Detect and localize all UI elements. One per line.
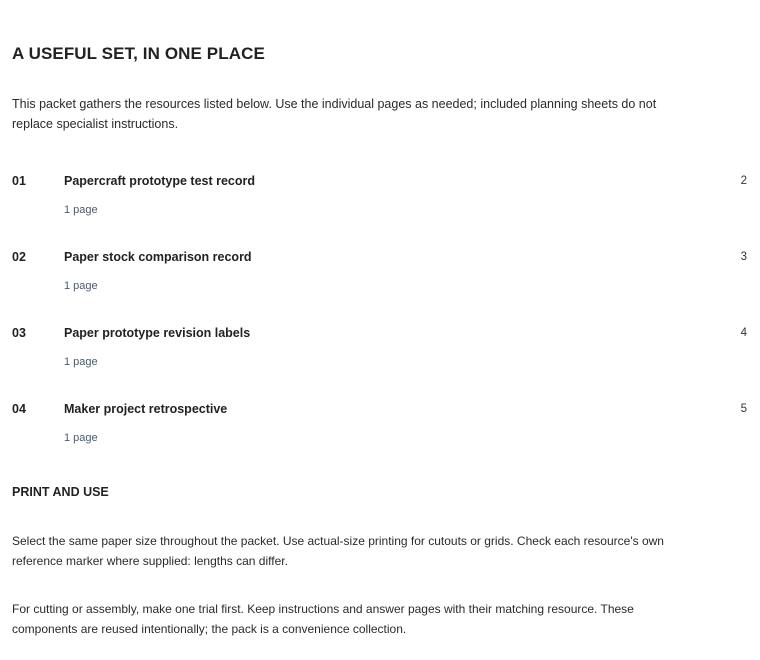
contents-item (12, 249, 748, 299)
item-page-number: 4 (740, 327, 747, 339)
item-title: Paper prototype revision labels (64, 326, 251, 340)
item-number: 01 (12, 174, 26, 188)
item-title: Maker project retrospective (64, 402, 228, 416)
item-page-number: 2 (740, 175, 747, 187)
contents-item (12, 325, 748, 375)
item-page-count: 1 page (64, 280, 98, 292)
item-page-number: 5 (740, 403, 747, 415)
assembly-instructions-paragraph: For cutting or assembly, make one trial first. Keep instructions and answer pages with their matching resource. These components are reused intentionally; the pack is a convenience collection. (12, 602, 634, 636)
print-instructions-paragraph: Select the same paper size throughout the packet. Use actual-size printing for cutouts or grids. Check each resource's own reference marker where supplied: lengths can differ. (12, 534, 664, 568)
intro-paragraph: This packet gathers the resources listed below. Use the individual pages as needed; included planning sheets do not replace specialist instructions. (12, 97, 657, 131)
item-page-count: 1 page (64, 356, 98, 368)
contents-item (12, 401, 748, 451)
item-page-count: 1 page (64, 432, 98, 444)
packet-cover-page (12, 0, 748, 660)
item-page-count: 1 page (64, 204, 98, 216)
item-title: Paper stock comparison record (64, 250, 252, 264)
item-page-number: 3 (740, 251, 747, 263)
page-title: A USEFUL SET, IN ONE PLACE (12, 44, 265, 63)
item-number: 02 (12, 250, 26, 264)
contents-item (12, 173, 748, 223)
item-title: Papercraft prototype test record (64, 174, 256, 188)
print-section-heading: PRINT AND USE (12, 485, 109, 499)
item-number: 03 (12, 326, 26, 340)
item-number: 04 (12, 402, 26, 416)
